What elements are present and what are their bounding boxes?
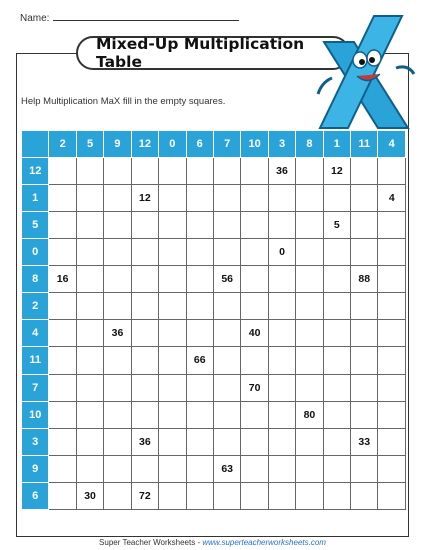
table-cell[interactable] [296, 266, 323, 293]
table-cell[interactable] [268, 320, 295, 347]
table-cell[interactable] [76, 266, 103, 293]
table-cell[interactable] [131, 293, 158, 320]
table-row [22, 455, 406, 482]
table-cell[interactable] [213, 428, 240, 455]
row-header: 2 [22, 293, 49, 320]
table-cell[interactable] [186, 374, 213, 401]
table-cell[interactable] [76, 320, 103, 347]
table-cell[interactable] [104, 347, 131, 374]
table-cell[interactable] [241, 158, 268, 185]
multiplication-max-mascot-icon [316, 12, 416, 132]
table-cell[interactable] [323, 347, 350, 374]
table-cell[interactable] [213, 482, 240, 509]
table-cell[interactable] [268, 455, 295, 482]
table-cell[interactable] [241, 239, 268, 266]
table-cell[interactable] [131, 212, 158, 239]
table-cell[interactable] [131, 455, 158, 482]
row-header: 9 [22, 455, 49, 482]
table-cell[interactable] [49, 347, 76, 374]
table-cell[interactable] [186, 401, 213, 428]
table-cell[interactable] [49, 239, 76, 266]
table-row [22, 347, 406, 374]
table-cell[interactable] [213, 158, 240, 185]
table-cell[interactable] [104, 293, 131, 320]
table-cell[interactable] [159, 455, 186, 482]
table-cell[interactable] [104, 158, 131, 185]
table-cell[interactable] [296, 320, 323, 347]
table-cell[interactable] [49, 428, 76, 455]
table-cell[interactable] [268, 347, 295, 374]
table-cell[interactable] [76, 293, 103, 320]
table-cell[interactable] [76, 239, 103, 266]
table-row [22, 482, 406, 509]
table-cell[interactable] [268, 401, 295, 428]
table-cell[interactable] [159, 239, 186, 266]
table-cell[interactable] [49, 293, 76, 320]
corner-cell [22, 131, 49, 158]
table-cell[interactable] [76, 428, 103, 455]
row-header: 4 [22, 320, 49, 347]
table-row [22, 185, 406, 212]
table-cell[interactable] [213, 374, 240, 401]
table-cell[interactable] [186, 239, 213, 266]
table-cell[interactable] [241, 266, 268, 293]
table-row [22, 401, 406, 428]
table-cell: 4 [378, 185, 406, 212]
footer-url[interactable]: www.superteacherworksheets.com [202, 538, 326, 547]
footer-separator: - [195, 538, 203, 547]
table-cell: 63 [213, 455, 240, 482]
row-header: 3 [22, 428, 49, 455]
table-cell[interactable] [241, 185, 268, 212]
name-label: Name: [20, 13, 50, 24]
table-cell[interactable] [104, 239, 131, 266]
table-cell: 12 [131, 185, 158, 212]
table-cell[interactable] [378, 401, 406, 428]
column-header: 4 [378, 131, 406, 158]
table-cell[interactable] [296, 428, 323, 455]
column-header: 5 [76, 131, 103, 158]
table-cell: 88 [351, 266, 378, 293]
table-cell[interactable] [351, 158, 378, 185]
column-header: 9 [104, 131, 131, 158]
table-row [22, 428, 406, 455]
table-cell[interactable] [186, 320, 213, 347]
table-cell[interactable] [378, 374, 406, 401]
table-cell[interactable] [323, 293, 350, 320]
table-cell[interactable] [104, 455, 131, 482]
table-cell[interactable] [351, 401, 378, 428]
table-cell[interactable] [323, 320, 350, 347]
row-header: 8 [22, 266, 49, 293]
table-cell[interactable] [268, 428, 295, 455]
row-header: 12 [22, 158, 49, 185]
table-cell: 30 [76, 482, 103, 509]
column-header: 7 [213, 131, 240, 158]
table-cell[interactable] [186, 158, 213, 185]
table-cell[interactable] [213, 347, 240, 374]
table-cell: 72 [131, 482, 158, 509]
table-cell[interactable] [296, 374, 323, 401]
table-cell[interactable] [378, 482, 406, 509]
table-cell[interactable] [378, 347, 406, 374]
footer [0, 538, 425, 547]
table-cell[interactable] [159, 158, 186, 185]
table-cell[interactable] [76, 374, 103, 401]
table-cell[interactable] [378, 239, 406, 266]
table-cell: 33 [351, 428, 378, 455]
table-cell[interactable] [159, 482, 186, 509]
instructions-text: Help Multiplication MaX fill in the empty squares. [21, 96, 226, 107]
table-cell[interactable] [296, 239, 323, 266]
table-cell[interactable] [213, 212, 240, 239]
table-cell[interactable] [159, 347, 186, 374]
table-cell[interactable] [378, 293, 406, 320]
column-header-row [22, 131, 406, 158]
name-line[interactable] [53, 11, 239, 21]
row-header: 10 [22, 401, 49, 428]
table-cell[interactable] [159, 185, 186, 212]
table-cell[interactable] [213, 185, 240, 212]
table-cell[interactable] [378, 266, 406, 293]
table-row [22, 266, 406, 293]
table-cell[interactable] [76, 185, 103, 212]
row-header: 6 [22, 482, 49, 509]
table-cell[interactable] [49, 455, 76, 482]
table-cell[interactable] [186, 266, 213, 293]
table-cell[interactable] [49, 401, 76, 428]
name-row [20, 11, 239, 24]
table-cell[interactable] [241, 212, 268, 239]
table-cell[interactable] [296, 293, 323, 320]
table-cell: 80 [296, 401, 323, 428]
table-cell: 36 [104, 320, 131, 347]
table-cell[interactable] [323, 239, 350, 266]
table-cell[interactable] [296, 347, 323, 374]
table-cell[interactable] [76, 158, 103, 185]
table-cell[interactable] [351, 239, 378, 266]
column-header: 12 [131, 131, 158, 158]
table-cell[interactable] [49, 374, 76, 401]
table-cell[interactable] [241, 428, 268, 455]
table-cell[interactable] [378, 428, 406, 455]
table-cell[interactable] [104, 482, 131, 509]
table-cell: 16 [49, 266, 76, 293]
column-header: 11 [351, 131, 378, 158]
table-row [22, 320, 406, 347]
table-cell[interactable] [131, 266, 158, 293]
table-cell: 56 [213, 266, 240, 293]
table-cell[interactable] [323, 401, 350, 428]
table-cell[interactable] [323, 374, 350, 401]
table-cell[interactable] [104, 266, 131, 293]
table-cell[interactable] [213, 239, 240, 266]
table-cell[interactable] [241, 455, 268, 482]
table-cell: 36 [131, 428, 158, 455]
table-cell[interactable] [49, 185, 76, 212]
table-cell[interactable] [104, 374, 131, 401]
table-cell[interactable] [104, 212, 131, 239]
row-header: 11 [22, 347, 49, 374]
table-cell[interactable] [378, 158, 406, 185]
table-cell[interactable] [49, 212, 76, 239]
table-cell: 36 [268, 158, 295, 185]
table-row [22, 239, 406, 266]
column-header: 2 [49, 131, 76, 158]
table-cell[interactable] [131, 401, 158, 428]
table-cell[interactable] [351, 320, 378, 347]
table-cell[interactable] [186, 428, 213, 455]
table-cell[interactable] [296, 185, 323, 212]
table-cell[interactable] [104, 185, 131, 212]
column-header: 10 [241, 131, 268, 158]
table-cell[interactable] [241, 293, 268, 320]
table-cell[interactable] [76, 401, 103, 428]
table-cell[interactable] [296, 212, 323, 239]
table-cell[interactable] [213, 293, 240, 320]
table-cell[interactable] [76, 347, 103, 374]
table-cell[interactable] [241, 347, 268, 374]
table-cell[interactable] [351, 212, 378, 239]
table-cell[interactable] [186, 293, 213, 320]
row-header: 5 [22, 212, 49, 239]
table-cell[interactable] [159, 320, 186, 347]
table-cell[interactable] [323, 455, 350, 482]
table-row [22, 293, 406, 320]
table-cell[interactable] [159, 374, 186, 401]
table-cell[interactable] [351, 374, 378, 401]
footer-brand: Super Teacher Worksheets [99, 538, 196, 547]
table-cell: 12 [323, 158, 350, 185]
multiplication-grid [21, 130, 406, 510]
table-cell[interactable] [131, 374, 158, 401]
table-cell[interactable] [213, 320, 240, 347]
table-cell[interactable] [296, 158, 323, 185]
table-cell[interactable] [268, 482, 295, 509]
table-cell[interactable] [76, 212, 103, 239]
table-cell[interactable] [323, 266, 350, 293]
table-cell[interactable] [268, 212, 295, 239]
table-cell[interactable] [131, 320, 158, 347]
table-cell[interactable] [131, 347, 158, 374]
table-cell[interactable] [76, 455, 103, 482]
table-cell[interactable] [49, 482, 76, 509]
table-cell[interactable] [351, 185, 378, 212]
table-cell[interactable] [268, 293, 295, 320]
table-row [22, 212, 406, 239]
table-cell[interactable] [241, 482, 268, 509]
column-header: 3 [268, 131, 295, 158]
table-cell[interactable] [351, 455, 378, 482]
table-cell[interactable] [241, 401, 268, 428]
table-cell[interactable] [351, 293, 378, 320]
table-cell[interactable] [296, 482, 323, 509]
table-cell[interactable] [378, 320, 406, 347]
table-cell[interactable] [378, 455, 406, 482]
column-header: 6 [186, 131, 213, 158]
table-cell[interactable] [268, 374, 295, 401]
table-cell[interactable] [323, 428, 350, 455]
table-cell[interactable] [159, 428, 186, 455]
table-cell[interactable] [378, 212, 406, 239]
table-cell[interactable] [159, 266, 186, 293]
table-cell: 66 [186, 347, 213, 374]
table-cell[interactable] [323, 185, 350, 212]
row-header: 7 [22, 374, 49, 401]
table-cell[interactable] [104, 401, 131, 428]
table-cell[interactable] [159, 401, 186, 428]
column-header: 8 [296, 131, 323, 158]
table-cell[interactable] [131, 158, 158, 185]
table-cell: 0 [268, 239, 295, 266]
row-header: 1 [22, 185, 49, 212]
table-cell[interactable] [104, 428, 131, 455]
multiplication-table [21, 130, 406, 510]
table-cell[interactable] [213, 401, 240, 428]
table-cell[interactable] [186, 185, 213, 212]
table-cell[interactable] [186, 455, 213, 482]
page-title: Mixed-Up Multiplication Table [76, 36, 350, 70]
table-cell[interactable] [49, 158, 76, 185]
table-cell[interactable] [268, 185, 295, 212]
table-cell[interactable] [296, 455, 323, 482]
table-cell[interactable] [351, 482, 378, 509]
table-cell[interactable] [323, 482, 350, 509]
table-cell[interactable] [49, 320, 76, 347]
table-row [22, 158, 406, 185]
table-cell[interactable] [186, 482, 213, 509]
table-cell[interactable] [268, 266, 295, 293]
table-cell[interactable] [351, 347, 378, 374]
row-header: 0 [22, 239, 49, 266]
table-cell: 70 [241, 374, 268, 401]
column-header: 0 [159, 131, 186, 158]
table-cell: 40 [241, 320, 268, 347]
table-cell[interactable] [131, 239, 158, 266]
table-cell[interactable] [159, 293, 186, 320]
table-row [22, 374, 406, 401]
table-cell[interactable] [159, 212, 186, 239]
column-header: 1 [323, 131, 350, 158]
table-cell: 5 [323, 212, 350, 239]
table-cell[interactable] [186, 212, 213, 239]
